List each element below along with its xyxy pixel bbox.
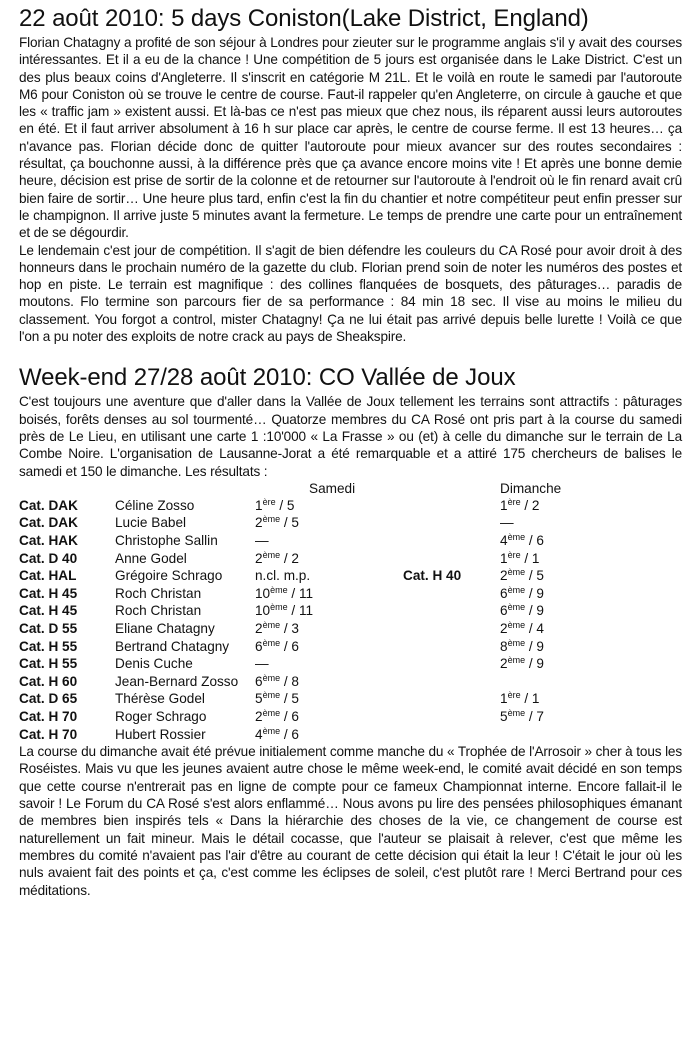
saturday-field-size: / 5 — [275, 497, 295, 513]
saturday-field-size: / 6 — [280, 638, 299, 654]
sunday-rank: 2 — [500, 656, 508, 672]
saturday-rank: 1 — [255, 497, 263, 513]
saturday-rank: 10 — [255, 603, 271, 619]
result-name: Christophe Sallin — [115, 533, 218, 549]
result-row — [19, 655, 682, 673]
saturday-rank-suffix: ème — [262, 690, 281, 701]
result-sunday — [500, 585, 544, 603]
sunday-rank: 2 — [500, 568, 508, 584]
saturday-field-size: / 6 — [280, 726, 299, 742]
result-row — [19, 708, 682, 726]
saturday-field-size: / 2 — [280, 550, 299, 566]
result-name: Denis Cuche — [115, 656, 193, 672]
result-name: Roch Christan — [115, 603, 202, 619]
sunday-rank-suffix: ème — [507, 584, 526, 595]
result-category: Cat. DAK — [19, 497, 78, 513]
result-category: Cat. H 60 — [19, 673, 78, 689]
result-saturday — [255, 638, 299, 656]
saturday-rank: 2 — [255, 708, 263, 724]
sunday-field-size: / 7 — [525, 708, 544, 724]
sunday-rank: 4 — [500, 533, 508, 549]
result-category: Cat. D 65 — [19, 691, 78, 707]
result-saturday — [255, 655, 269, 673]
result-category: Cat. DAK — [19, 515, 78, 531]
sunday-field-size: / 9 — [525, 603, 544, 619]
saturday-field-size: / 6 — [280, 708, 299, 724]
saturday-field-size: / 8 — [280, 673, 299, 689]
result-category: Cat. HAK — [19, 533, 78, 549]
result-saturday — [255, 602, 313, 620]
sunday-rank-suffix: ème — [507, 602, 526, 613]
saturday-rank-suffix: ème — [262, 549, 281, 560]
result-saturday — [255, 497, 294, 515]
result-name: Anne Godel — [115, 550, 187, 566]
saturday-rank-suffix: ème — [262, 514, 281, 525]
sunday-rank-suffix: ème — [507, 619, 526, 630]
result-name: Hubert Rossier — [115, 726, 206, 742]
sunday-field-size: / 5 — [525, 568, 544, 584]
result-sunday — [500, 708, 544, 726]
sunday-rank-suffix: ère — [507, 549, 521, 560]
sunday-rank-suffix: ème — [507, 637, 526, 648]
column-header-saturday: Samedi — [309, 480, 356, 496]
result-name: Thérèse Godel — [115, 691, 205, 707]
sunday-field-size: / 6 — [525, 533, 544, 549]
result-sunday — [500, 638, 544, 656]
sunday-rank: 1 — [500, 691, 508, 707]
result-sunday — [500, 550, 539, 568]
saturday-rank-suffix: ème — [262, 637, 281, 648]
sunday-rank: 2 — [500, 620, 508, 636]
result-category: Cat. H 55 — [19, 638, 78, 654]
result-saturday — [255, 585, 313, 603]
saturday-rank: 6 — [255, 638, 263, 654]
saturday-rank: 2 — [255, 515, 263, 531]
saturday-field-size: / 11 — [287, 585, 314, 601]
result-category: Cat. H 70 — [19, 708, 78, 724]
sunday-rank: 8 — [500, 638, 508, 654]
result-name: Grégoire Schrago — [115, 568, 223, 584]
result-name: Eliane Chatagny — [115, 620, 215, 636]
result-sunday — [500, 690, 539, 708]
result-saturday — [255, 726, 299, 744]
section-title-coniston: 22 août 2010: 5 days Coniston(Lake District, England) — [19, 5, 589, 32]
saturday-rank: 2 — [255, 550, 263, 566]
result-saturday — [255, 690, 299, 708]
result-row — [19, 567, 682, 585]
saturday-field-size: / 5 — [280, 515, 299, 531]
result-row — [19, 585, 682, 603]
sunday-rank-suffix: ème — [507, 707, 526, 718]
sunday-rank-suffix: ème — [507, 532, 526, 543]
saturday-rank: 5 — [255, 691, 263, 707]
result-sunday — [500, 497, 539, 515]
result-sunday — [500, 532, 544, 550]
result-sunday-category: Cat. H 40 — [403, 568, 462, 584]
result-category: Cat. HAL — [19, 568, 77, 584]
result-row — [19, 638, 682, 656]
saturday-rank-suffix: ème — [270, 602, 288, 613]
result-row — [19, 532, 682, 550]
saturday-rank-suffix: ème — [262, 619, 281, 630]
saturday-field-size: / 3 — [280, 620, 299, 636]
result-row — [19, 514, 682, 532]
saturday-rank-suffix: ème — [262, 725, 281, 736]
sunday-field-size: / 1 — [520, 550, 540, 566]
result-saturday — [255, 673, 299, 691]
result-name: Céline Zosso — [115, 497, 195, 513]
result-category: Cat. H 45 — [19, 603, 78, 619]
result-category: Cat. H 45 — [19, 585, 78, 601]
result-saturday — [255, 550, 299, 568]
result-row — [19, 690, 682, 708]
section-title-vallee-de-joux: Week-end 27/28 août 2010: CO Vallée de Joux — [19, 364, 516, 392]
result-saturday — [255, 514, 299, 532]
result-category: Cat. H 70 — [19, 726, 78, 742]
result-saturday — [255, 620, 299, 638]
sunday-field-size: / 4 — [525, 620, 544, 636]
results-rows — [19, 497, 682, 743]
result-name: Roch Christan — [115, 585, 202, 601]
sunday-field-size: / 9 — [525, 638, 544, 654]
sunday-field-size: / 9 — [525, 656, 544, 672]
result-sunday — [500, 655, 544, 673]
saturday-rank-suffix: ème — [270, 584, 288, 595]
result-sunday — [500, 620, 544, 638]
saturday-rank: 2 — [255, 620, 263, 636]
saturday-rank: 10 — [255, 585, 271, 601]
saturday-rank-suffix: ème — [262, 707, 281, 718]
sunday-rank: 1 — [500, 497, 508, 513]
result-saturday — [255, 708, 299, 726]
saturday-rank: — — [255, 656, 269, 672]
result-row — [19, 726, 682, 744]
saturday-field-size: / 11 — [287, 603, 314, 619]
result-category: Cat. D 55 — [19, 620, 78, 636]
result-category: Cat. H 55 — [19, 656, 78, 672]
result-sunday — [500, 567, 544, 585]
column-header-sunday: Dimanche — [500, 480, 562, 496]
sunday-rank-suffix: ère — [507, 496, 521, 507]
sunday-rank: 1 — [500, 550, 508, 566]
saturday-rank: 4 — [255, 726, 263, 742]
saturday-field-size: / 5 — [280, 691, 299, 707]
vallee-de-joux-intro: C'est toujours une aventure que d'aller dans la Vallée de Joux tellement les terrains sont attractifs : pâturages boisés, forêts denses au sol tourmenté… Quatorze membres du CA Rosé ont pris part à la course du samedi près de Le Lieu, en utilisant une carte 1 :10'000 « La Frasse » ou (et) à celle du dimanche sur le terrain de La Combe Noire. L'organisation de Lausanne-Jorat a été remarquable et a attiré 175 chercheurs de balises le samedi et 150 le dimanche. Les résultats : — [19, 394, 682, 479]
sunday-field-size: / 2 — [520, 497, 540, 513]
sunday-rank: — — [500, 515, 514, 531]
result-name: Lucie Babel — [115, 515, 187, 531]
results-header — [19, 480, 682, 497]
saturday-rank-suffix: ème — [262, 672, 281, 683]
result-sunday — [500, 602, 544, 620]
result-sunday — [500, 514, 514, 532]
sunday-rank-suffix: ère — [507, 690, 521, 701]
result-row — [19, 497, 682, 515]
sunday-rank: 6 — [500, 585, 508, 601]
result-row — [19, 550, 682, 568]
sunday-field-size: / 9 — [525, 585, 544, 601]
result-saturday — [255, 532, 269, 550]
sunday-rank: 5 — [500, 708, 508, 724]
result-category: Cat. D 40 — [19, 550, 78, 566]
vallee-de-joux-closing: La course du dimanche avait été prévue initialement comme manche du « Trophée de l'Arrosoir » cher à tous les Roséistes. Mais vu que les jeunes avaient autre chose le même week-end, le comité avait décidé en son temps que cette course n'entrerait pas en ligne de compte pour ce fameux Championnat interne. Encore fallait-il le savoir ! Le Forum du CA Rosé s'est alors enflammé… Nous avons pu lire des pensées philosophiques émanant de membres bien inspirés tels « Dans la hiérarchie des choses de la vie, ce changement de course est naturellement un fait mineur. Mais le détail cocasse, que l'auteur se plaisait à relever, c'est que même les membres du comité n'avaient pas l'air d'être au courant de cette décision qui était la leur ! C'était le jour où les nuls avaient fait des points et ça, c'est comme les éclipses de soleil, c'est plutôt rare ! Merci Bertrand pour ces méditations. — [19, 744, 682, 898]
saturday-rank-suffix: ère — [262, 496, 276, 507]
result-saturday — [255, 567, 310, 585]
result-row — [19, 620, 682, 638]
results-table — [19, 480, 682, 743]
result-name: Roger Schrago — [115, 708, 207, 724]
sunday-rank-suffix: ème — [507, 655, 526, 666]
result-row — [19, 602, 682, 620]
coniston-paragraph-1: Florian Chatagny a profité de son séjour à Londres pour zieuter sur le programme anglais s'il y avait des courses intéressantes. Et il a eu de la chance ! Une compétition de 5 jours est organisée dans le Lake District. C'est un des plus beaux coins d'Angleterre. Il s'inscrit en catégorie M 21L. Et le voilà en route le samedi par l'autoroute M6 pour Coniston où se trouve le centre de course. Faut-il rappeler qu'en Angleterre, on circule à gauche et que les « traffic jam » existent aussi. Et là-bas ce n'est pas mieux que chez nous, ils réparent aussi leurs autoroutes en été. Et il faut arriver absolument à 16 h sur place car après, le centre de course ferme. Il est 13 heures… ça n'avance pas. Florian décide donc de quitter l'autoroute pour mieux avancer sur des routes secondaires : résultat, ça bouchonne aussi, à la différence près que ça avance encore moins vite ! Et après une bonne demie heure, décision est prise de sortir de la colonne et de retourner sur l'autoroute à l'endroit où le fin renard avait crû bien faire de sortir… Une heure plus tard, enfin c'est la fin du chantier et notre compétiteur peut enfin presser sur le champignon. Il arrive juste 5 minutes avant la fermeture. Le temps de prendre une carte pour un entraînement et de se dégourdir. — [19, 35, 682, 241]
sunday-rank-suffix: ème — [507, 567, 526, 578]
result-name: Jean-Bernard Zosso — [115, 673, 239, 689]
coniston-paragraph-2: Le lendemain c'est jour de compétition. Il s'agit de bien défendre les couleurs du CA Rosé pour avoir droit à des honneurs dans le prochain numéro de la gazette du club. Florian prend soin de noter les numéros des postes et hop en piste. Le terrain est magnifique : des collines flanquées de bosquets, des pâturages… paradis de moutons. Flo termine son parcours fier de sa performance : 84 min 18 sec. Il vise au moins le milieu du classement. You forgot a control, mister Chatagny! Ça ne lui était pas arrivé depuis belle lurette ! Voilà ce que l'on a pu noter des exploits de notre crack au pays de Sheakspire. — [19, 242, 682, 345]
sunday-field-size: / 1 — [520, 691, 540, 707]
saturday-rank: 6 — [255, 673, 263, 689]
saturday-rank: n.cl. m.p. — [255, 568, 311, 584]
result-name: Bertrand Chatagny — [115, 638, 230, 654]
result-row — [19, 673, 682, 691]
sunday-rank: 6 — [500, 603, 508, 619]
saturday-rank: — — [255, 533, 269, 549]
